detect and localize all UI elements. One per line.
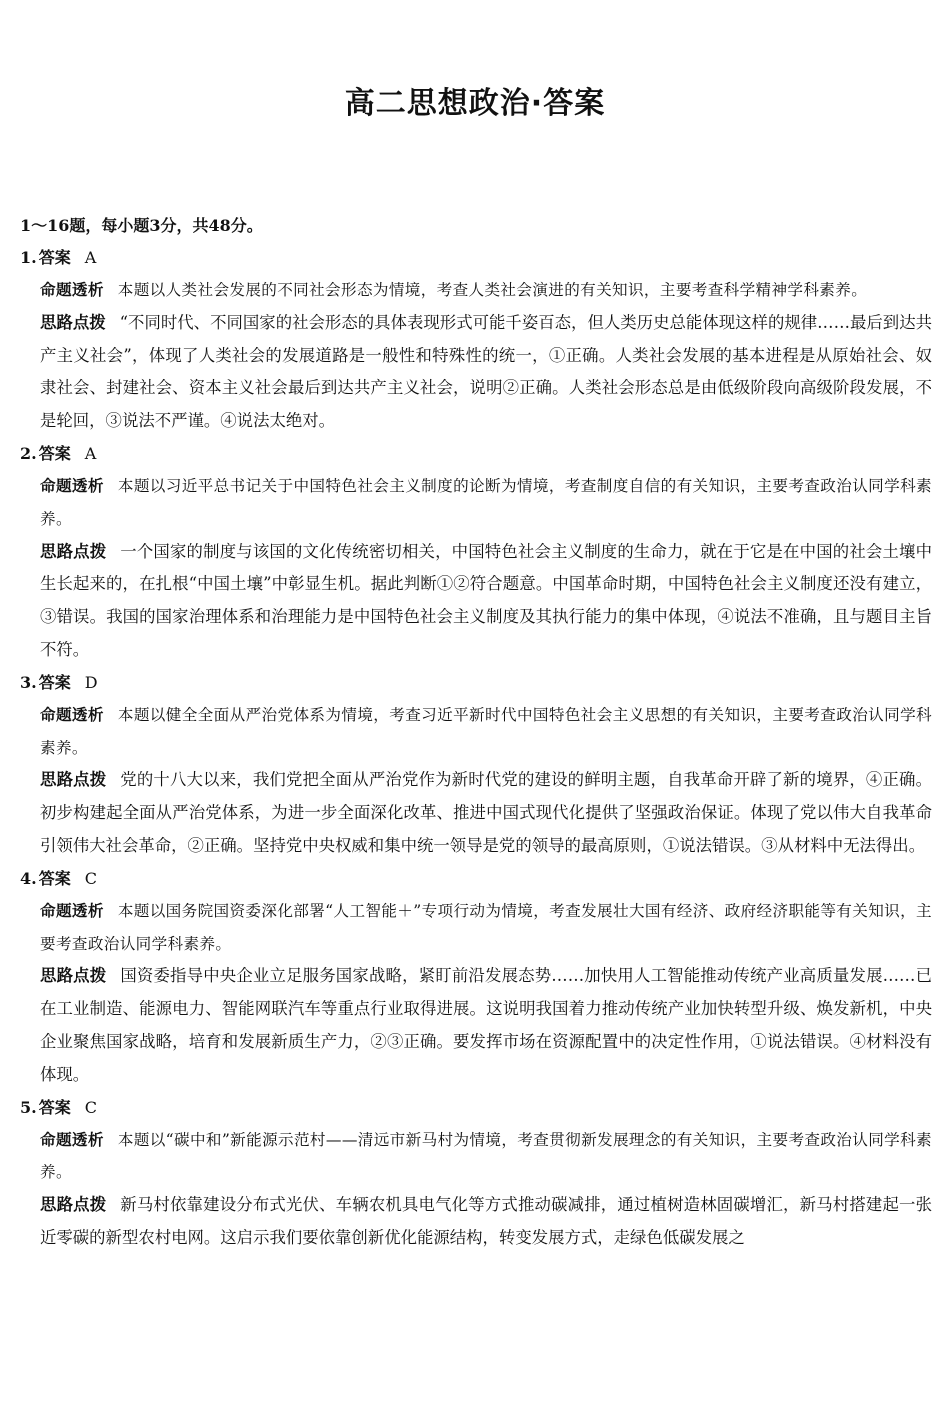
answer-header [20,863,932,895]
approach-paragraph [20,764,932,862]
question-number: 5. [20,1097,37,1117]
approach-label: 思路点拨 [40,770,107,790]
answer-choice: D [84,672,98,692]
approach-label: 思路点拨 [40,966,107,986]
answer-item-5 [20,1092,932,1255]
approach-paragraph [20,536,932,667]
analysis-label: 命题透析 [40,705,104,724]
answer-label: 答案 [38,1097,71,1117]
analysis-text: 本题以国务院国资委深化部署“人工智能＋”专项行动为情境，考查发展壮大国有经济、政府经济职能等有关知识，主要考查政治认同学科素养。 [40,901,932,953]
answer-item-2 [20,438,932,667]
section-intro: 1～16题，每小题3分，共48分。 [20,216,263,235]
answer-content [20,210,932,1255]
answer-header [20,438,932,470]
answer-label: 答案 [38,672,71,692]
analysis-text: 本题以习近平总书记关于中国特色社会主义制度的论断为情境，考查制度自信的有关知识，主要考查政治认同学科素养。 [40,476,932,528]
answer-item-1 [20,242,932,438]
approach-text: 一个国家的制度与该国的文化传统密切相关，中国特色社会主义制度的生命力，就在于它是在中国的社会土壤中生长起来的，在扎根“中国土壤”中彰显生机。据此判断①②符合题意。中国革命时期，中国特色社会主义制度还没有建立，③错误。我国的国家治理体系和治理能力是中国特色社会主义制度及其执行能力的集中体现，④说法不准确，且与题目主旨不符。 [40,541,933,659]
approach-paragraph [20,307,932,438]
answer-label: 答案 [38,868,71,888]
question-number: 4. [20,868,37,888]
answer-label: 答案 [38,248,71,267]
analysis-label: 命题透析 [40,1130,104,1149]
analysis-text: 本题以“碳中和”新能源示范村——清远市新马村为情境，考查贯彻新发展理念的有关知识，主要考查政治认同学科素养。 [40,1130,932,1182]
analysis-text: 本题以健全全面从严治党体系为情境，考查习近平新时代中国特色社会主义思想的有关知识，主要考查政治认同学科素养。 [40,705,932,757]
approach-label: 思路点拨 [40,312,106,332]
question-number: 1. [20,248,37,267]
approach-paragraph [20,960,932,1091]
answer-header [20,1092,932,1124]
answer-choice: A [84,443,97,463]
approach-text: 国资委指导中央企业立足服务国家战略，紧盯前沿发展态势……加快用人工智能推动传统产业高质量发展……已在工业制造、能源电力、智能网联汽车等重点行业取得进展。这说明我国着力推动传统产业加快转型升级、焕发新机，中央企业聚焦国家战略，培育和发展新质生产力，②③正确。要发挥市场在资源配置中的决定性作用，①说法错误。④材料没有体现。 [40,966,933,1084]
analysis-label: 命题透析 [40,901,104,920]
approach-text: 新马村依靠建设分布式光伏、车辆农机具电气化等方式推动碳减排，通过植树造林固碳增汇，新马村搭建起一张近零碳的新型农村电网。这启示我们要依靠创新优化能源结构，转变发展方式，走绿色低碳发展之 [40,1195,933,1247]
question-number: 3. [20,672,37,692]
analysis-label: 命题透析 [40,281,104,299]
approach-text: 党的十八大以来，我们党把全面从严治党作为新时代党的建设的鲜明主题，自我革命开辟了新的境界，④正确。初步构建起全面从严治党体系，为进一步全面深化改革、推进中国式现代化提供了坚强政治保证。体现了党以伟大自我革命引领伟大社会革命，②正确。坚持党中央权威和集中统一领导是党的领导的最高原则，①说法错误。③从材料中无法得出。 [40,770,933,855]
answer-choice: C [84,868,97,888]
analysis-label: 命题透析 [40,476,104,495]
analysis-paragraph [20,274,932,307]
answer-label: 答案 [38,443,71,463]
answer-header [20,667,932,699]
answer-item-3 [20,667,932,863]
analysis-paragraph [20,470,932,536]
analysis-text: 本题以人类社会发展的不同社会形态为情境，考查人类社会演进的有关知识，主要考查科学精神学科素养。 [117,281,868,299]
analysis-paragraph [20,1124,932,1190]
approach-label: 思路点拨 [40,1195,107,1215]
answer-choice: A [84,248,97,267]
answer-header [20,242,932,274]
analysis-paragraph [20,699,932,765]
approach-text: “不同时代、不同国家的社会形态的具体表现形式可能千姿百态，但人类历史总能体现这样的规律……最后到达共产主义社会”，体现了人类社会的发展道路是一般性和特殊性的统一，①正确。人类社会发展的基本进程是从原始社会、奴隶社会、封建社会、资本主义社会最后到达共产主义社会，说明②正确。人类社会形态总是由低级阶段向高级阶段发展，不是轮回，③说法不严谨。④说法太绝对。 [40,312,932,431]
approach-label: 思路点拨 [40,541,107,561]
answer-choice: C [84,1097,97,1117]
approach-paragraph [20,1189,932,1255]
question-number: 2. [20,443,37,463]
answer-item-4 [20,863,932,1092]
analysis-paragraph [20,895,932,961]
page-title: 高二思想政治·答案 [344,86,606,121]
